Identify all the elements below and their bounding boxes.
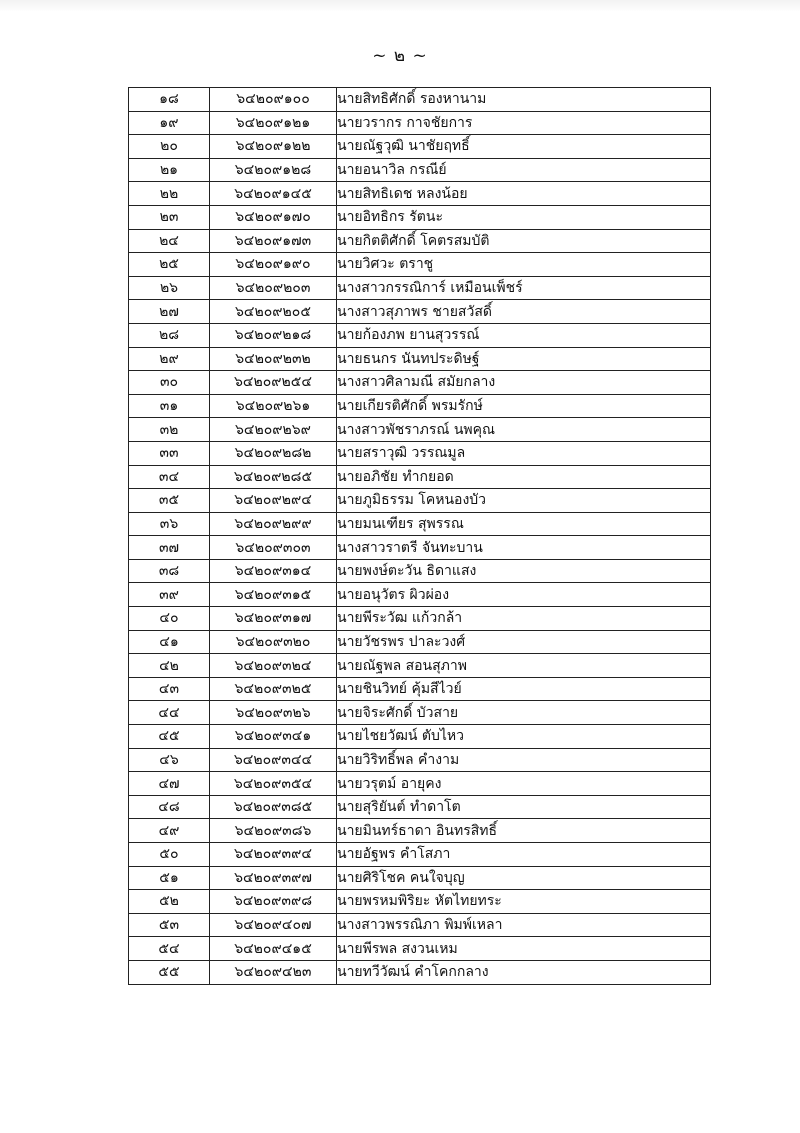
- roster-body: [129, 88, 711, 985]
- student-name: นายอภิชัย ทำกยอด: [337, 465, 711, 489]
- table-row: [129, 913, 711, 937]
- student-name: นายกิตติศักดิ์ โคตรสมบัติ: [337, 229, 711, 253]
- student-name: นายณัฐวุฒิ นาชัยฤทธิ์: [337, 135, 711, 159]
- student-name: นายชินวิทย์ คุ้มสีไวย์: [337, 677, 711, 701]
- student-name: นายสุริยันต์ ทำดาโต: [337, 795, 711, 819]
- student-id: ๖๔๒๐๙๑๒๒: [210, 135, 337, 159]
- student-name: นายวรากร กาจชัยการ: [337, 111, 711, 135]
- student-name: นายอัฐพร คำโสภา: [337, 843, 711, 867]
- table-row: [129, 441, 711, 465]
- student-name: นายพรหมพิริยะ หัตไทยทระ: [337, 890, 711, 914]
- student-name: นายอนาวิล กรณีย์: [337, 158, 711, 182]
- row-number: ๔๑: [129, 630, 210, 654]
- student-name: นายสิทธิเดช หลงน้อย: [337, 182, 711, 206]
- row-number: ๓๐: [129, 371, 210, 395]
- student-id: ๖๔๒๐๙๒๖๙: [210, 418, 337, 442]
- scan-edge: [0, 0, 800, 12]
- row-number: ๒๑: [129, 158, 210, 182]
- student-name: นายเกียรติศักดิ์ พรมรักษ์: [337, 394, 711, 418]
- row-number: ๕๓: [129, 913, 210, 937]
- student-id: ๖๔๒๐๙๓๘๕: [210, 795, 337, 819]
- table-row: [129, 158, 711, 182]
- student-id: ๖๔๒๐๙๓๒๖: [210, 701, 337, 725]
- student-name: นายวิริทธิ์พล คำงาม: [337, 748, 711, 772]
- student-name: นางสาวพรรณิภา พิมพ์เหลา: [337, 913, 711, 937]
- table-row: [129, 300, 711, 324]
- row-number: ๓๙: [129, 583, 210, 607]
- table-row: [129, 88, 711, 112]
- table-row: [129, 725, 711, 749]
- row-number: ๒๘: [129, 323, 210, 347]
- student-name: นายวิศวะ ตราชู: [337, 253, 711, 277]
- student-name: นายธนกร นันทประดิษฐ์: [337, 347, 711, 371]
- student-id: ๖๔๒๐๙๓๑๕: [210, 583, 337, 607]
- student-id: ๖๔๒๐๙๑๐๐: [210, 88, 337, 112]
- student-name: นางสาวราตรี จันทะบาน: [337, 536, 711, 560]
- student-name: นายก้องภพ ยานสุวรรณ์: [337, 323, 711, 347]
- table-row: [129, 701, 711, 725]
- student-name: นายไชยวัฒน์ ตับไหว: [337, 725, 711, 749]
- student-id: ๖๔๒๐๙๔๒๓: [210, 960, 337, 984]
- student-name: นางสาวสุภาพร ชายสวัสดิ์: [337, 300, 711, 324]
- row-number: ๓๑: [129, 394, 210, 418]
- student-name: นายพีรพล สงวนเหม: [337, 937, 711, 961]
- table-row: [129, 135, 711, 159]
- student-id: ๖๔๒๐๙๓๙๗: [210, 866, 337, 890]
- table-row: [129, 677, 711, 701]
- student-name: นายอนุวัตร ผิวผ่อง: [337, 583, 711, 607]
- student-id: ๖๔๒๐๙๓๙๔: [210, 843, 337, 867]
- student-id: ๖๔๒๐๙๓๑๔: [210, 559, 337, 583]
- row-number: ๕๑: [129, 866, 210, 890]
- row-number: ๔๐: [129, 607, 210, 631]
- row-number: ๕๕: [129, 960, 210, 984]
- student-id: ๖๔๒๐๙๓๙๘: [210, 890, 337, 914]
- student-name: นายภูมิธรรม โคหนองบัว: [337, 489, 711, 513]
- student-name: นายวรุตม์ อายุคง: [337, 772, 711, 796]
- table-row: [129, 866, 711, 890]
- student-id: ๖๔๒๐๙๑๗๐: [210, 205, 337, 229]
- table-row: [129, 536, 711, 560]
- student-id: ๖๔๒๐๙๓๔๑: [210, 725, 337, 749]
- table-row: [129, 890, 711, 914]
- row-number: ๔๓: [129, 677, 210, 701]
- student-name: นายจิระศักดิ์ บัวสาย: [337, 701, 711, 725]
- student-name: นายณัฐพล สอนสุภาพ: [337, 654, 711, 678]
- row-number: ๔๕: [129, 725, 210, 749]
- row-number: ๒๔: [129, 229, 210, 253]
- row-number: ๑๙: [129, 111, 210, 135]
- table-row: [129, 276, 711, 300]
- row-number: ๒๖: [129, 276, 210, 300]
- row-number: ๓๔: [129, 465, 210, 489]
- row-number: ๔๔: [129, 701, 210, 725]
- row-number: ๒๙: [129, 347, 210, 371]
- student-id: ๖๔๒๐๙๑๗๓: [210, 229, 337, 253]
- student-id: ๖๔๒๐๙๓๒๐: [210, 630, 337, 654]
- row-number: ๕๐: [129, 843, 210, 867]
- row-number: ๓๖: [129, 512, 210, 536]
- student-id: ๖๔๒๐๙๔๑๕: [210, 937, 337, 961]
- student-name: นายทวีวัฒน์ คำโคกกลาง: [337, 960, 711, 984]
- table-row: [129, 323, 711, 347]
- table-row: [129, 795, 711, 819]
- table-row: [129, 772, 711, 796]
- row-number: ๒๓: [129, 205, 210, 229]
- table-row: [129, 111, 711, 135]
- row-number: ๒๐: [129, 135, 210, 159]
- row-number: ๓๗: [129, 536, 210, 560]
- page-number: ~ ๒ ~: [372, 46, 428, 66]
- table-row: [129, 630, 711, 654]
- student-name: นายมนเฑียร สุพรรณ: [337, 512, 711, 536]
- student-name: นายสิทธิศักดิ์ รองหานาม: [337, 88, 711, 112]
- student-id: ๖๔๒๐๙๒๐๓: [210, 276, 337, 300]
- table-row: [129, 418, 711, 442]
- table-row: [129, 748, 711, 772]
- student-id: ๖๔๒๐๙๒๘๕: [210, 465, 337, 489]
- student-name: นายสราวุฒิ วรรณมูล: [337, 441, 711, 465]
- table-row: [129, 253, 711, 277]
- student-id: ๖๔๒๐๙๒๙๙: [210, 512, 337, 536]
- student-name: นางสาวศิลามณี สมัยกลาง: [337, 371, 711, 395]
- row-number: ๔๗: [129, 772, 210, 796]
- row-number: ๕๒: [129, 890, 210, 914]
- table-row: [129, 512, 711, 536]
- table-row: [129, 559, 711, 583]
- student-name: นายวัชรพร ปาละวงศ์: [337, 630, 711, 654]
- table-row: [129, 583, 711, 607]
- student-name: นางสาวพัชราภรณ์ นพคุณ: [337, 418, 711, 442]
- row-number: ๔๖: [129, 748, 210, 772]
- student-id: ๖๔๒๐๙๒๙๔: [210, 489, 337, 513]
- row-number: ๔๙: [129, 819, 210, 843]
- student-id: ๖๔๒๐๙๑๒๘: [210, 158, 337, 182]
- row-number: ๕๔: [129, 937, 210, 961]
- row-number: ๒๗: [129, 300, 210, 324]
- table-row: [129, 229, 711, 253]
- student-id: ๖๔๒๐๙๓๑๗: [210, 607, 337, 631]
- table-row: [129, 347, 711, 371]
- table-row: [129, 465, 711, 489]
- table-row: [129, 607, 711, 631]
- row-number: ๔๒: [129, 654, 210, 678]
- row-number: ๔๘: [129, 795, 210, 819]
- table-row: [129, 394, 711, 418]
- student-id: ๖๔๒๐๙๔๐๗: [210, 913, 337, 937]
- student-id: ๖๔๒๐๙๒๘๒: [210, 441, 337, 465]
- row-number: ๒๕: [129, 253, 210, 277]
- table-row: [129, 182, 711, 206]
- table-row: [129, 937, 711, 961]
- student-id: ๖๔๒๐๙๓๒๔: [210, 654, 337, 678]
- table-row: [129, 371, 711, 395]
- table-row: [129, 843, 711, 867]
- student-id: ๖๔๒๐๙๓๒๕: [210, 677, 337, 701]
- student-id: ๖๔๒๐๙๑๒๑: [210, 111, 337, 135]
- roster-table: [128, 87, 711, 985]
- table-row: [129, 489, 711, 513]
- row-number: ๓๒: [129, 418, 210, 442]
- table-row: [129, 205, 711, 229]
- student-id: ๖๔๒๐๙๒๕๔: [210, 371, 337, 395]
- row-number: ๒๒: [129, 182, 210, 206]
- student-id: ๖๔๒๐๙๒๑๘: [210, 323, 337, 347]
- table-row: [129, 819, 711, 843]
- student-name: นายพีระวัฒ แก้วกล้า: [337, 607, 711, 631]
- student-id: ๖๔๒๐๙๓๔๔: [210, 748, 337, 772]
- table-row: [129, 960, 711, 984]
- row-number: ๑๘: [129, 88, 210, 112]
- student-id: ๖๔๒๐๙๒๓๒: [210, 347, 337, 371]
- student-id: ๖๔๒๐๙๒๐๕: [210, 300, 337, 324]
- student-id: ๖๔๒๐๙๓๘๖: [210, 819, 337, 843]
- student-id: ๖๔๒๐๙๑๔๕: [210, 182, 337, 206]
- student-id: ๖๔๒๐๙๓๕๔: [210, 772, 337, 796]
- student-name: นายพงษ์ตะวัน ธิดาแสง: [337, 559, 711, 583]
- row-number: ๓๓: [129, 441, 210, 465]
- row-number: ๓๕: [129, 489, 210, 513]
- student-name: นายศิริโชค คนใจบุญ: [337, 866, 711, 890]
- student-name: นางสาวกรรณิการ์ เหมือนเพ็ชร์: [337, 276, 711, 300]
- table-row: [129, 654, 711, 678]
- student-name: นายอิทธิกร รัตนะ: [337, 205, 711, 229]
- student-id: ๖๔๒๐๙๓๐๓: [210, 536, 337, 560]
- student-id: ๖๔๒๐๙๑๙๐: [210, 253, 337, 277]
- row-number: ๓๘: [129, 559, 210, 583]
- student-name: นายมินทร์ธาดา อินทรสิทธิ์: [337, 819, 711, 843]
- student-id: ๖๔๒๐๙๒๖๑: [210, 394, 337, 418]
